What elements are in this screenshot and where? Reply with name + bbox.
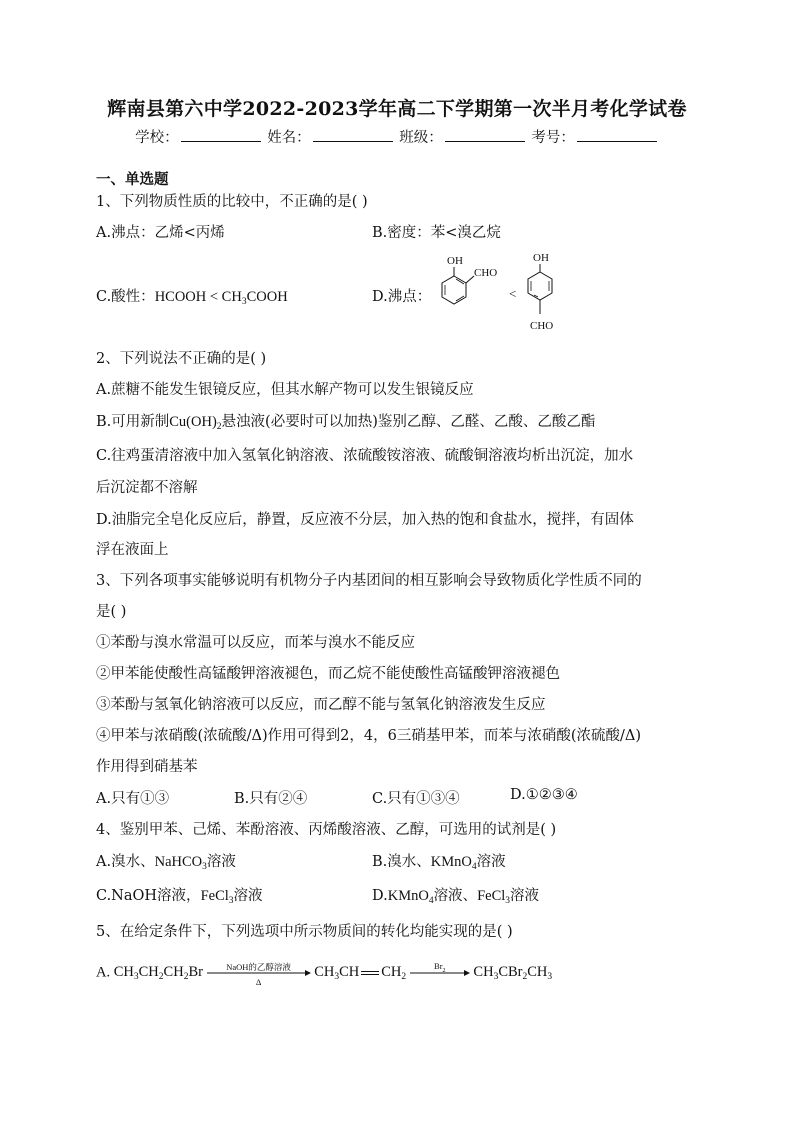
q1-option-a: A.沸点：乙烯<丙烯: [96, 225, 225, 241]
q3-statement-1: ①苯酚与溴水常温可以反应，而苯与溴水不能反应: [96, 635, 415, 651]
reactant: $CH_3CH_2CH_2Br$: [113, 964, 203, 983]
q1-option-c: C.酸性：HCOOH < $CH_3COOH$: [96, 289, 288, 307]
q2-option-b: B.可用新制$Cu(OH)_2$悬浊液(必要时可以加热)鉴别乙醇、乙醛、乙酸、乙酸乙酯: [96, 414, 596, 432]
q3-option-c: C.只有①③④: [372, 791, 460, 807]
d1-oh-label: OH: [447, 255, 463, 267]
q3-statement-2: ②甲苯能使酸性高锰酸钾溶液褪色，而乙烷不能使酸性高锰酸钾溶液褪色: [96, 666, 560, 682]
q3-statement-4-line2: 作用得到硝基苯: [96, 759, 198, 775]
reaction-arrow-1: NaOH的乙醇溶液 Δ: [207, 964, 311, 982]
salicylaldehyde-structure: [442, 255, 497, 304]
q4-option-c: C.NaOH溶液，FeCl$_3$溶液: [96, 888, 263, 906]
q3-stem-line1: 3、下列各项事实能够说明有机物分子内基团间的相互影响会导致物质化学性质不同的: [96, 573, 642, 589]
q3-option-d: D.①②③④: [510, 787, 578, 803]
q3-statement-3: ③苯酚与氢氧化钠溶液可以反应，而乙醇不能与氢氧化钠溶液发生反应: [96, 697, 546, 713]
q2-option-a: A.蔗糖不能发生银镜反应，但其水解产物可以发生银镜反应: [96, 382, 474, 398]
class-blank[interactable]: [445, 129, 525, 142]
q2-option-c-line1: C.往鸡蛋清溶液中加入氢氧化钠溶液、浓硫酸铵溶液、硫酸铜溶液均析出沉淀，加水: [96, 448, 634, 464]
q3-statement-4-line1: ④甲苯与浓硝酸(浓硫酸/Δ)作用可得到2，4，6三硝基甲苯，而苯与浓硝酸(浓硫酸/Δ): [96, 728, 642, 744]
reaction-arrow-2: $Br_2$: [410, 964, 470, 982]
q4-option-a: A.溴水、NaHCO$_3$溶液: [96, 854, 236, 872]
q1-stem: 1、下列物质性质的比较中，不正确的是( ): [96, 194, 368, 210]
section-heading: 一、单选题: [96, 171, 169, 188]
q1-option-d: D.沸点：: [372, 289, 432, 305]
school-label: 学校：: [135, 130, 179, 146]
q3-stem-line2: 是( ): [96, 604, 127, 620]
d1-cho-label: CHO: [474, 267, 498, 279]
id-label: 考号：: [531, 130, 575, 146]
class-label: 班级：: [399, 130, 443, 146]
q2-stem: 2、下列说法不正确的是( ): [96, 351, 267, 367]
q3-option-a: A.只有①③: [96, 791, 170, 807]
d2-oh-label: OH: [533, 252, 549, 264]
q5-stem: 5、在给定条件下，下列选项中所示物质间的转化均能实现的是( ): [96, 924, 513, 940]
q2-option-c-line2: 后沉淀都不溶解: [96, 480, 198, 496]
product-2: $CH_3CBr_2CH_3$: [473, 964, 553, 983]
q2-option-d-line2: 浮在液面上: [96, 542, 169, 558]
d-less-than: <: [509, 286, 517, 301]
name-label: 姓名：: [267, 130, 311, 146]
q1-d-structures: [428, 248, 578, 338]
q4-stem: 4、鉴别甲苯、己烯、苯酚溶液、丙烯酸溶液、乙醇，可选用的试剂是( ): [96, 822, 557, 838]
p-hydroxybenzaldehyde-structure: [528, 252, 553, 332]
q4-option-d: D.KMnO$_4$溶液、FeCl$_3$溶液: [372, 888, 540, 906]
page-title: 辉南县第六中学2022-2023学年高二下学期第一次半月考化学试卷: [107, 98, 687, 120]
product-1: $CH_3CH$ $CH_2$: [314, 964, 407, 983]
name-blank[interactable]: [313, 129, 393, 142]
q3-option-b: B.只有②④: [234, 791, 308, 807]
q4-option-b: B.溴水、KMnO$_4$溶液: [372, 854, 506, 872]
q5-option-a: A. $CH_3CH_2CH_2Br$ NaOH的乙醇溶液 Δ $CH_3CH$ $CH_2$ $Br_2$ $CH_3CBr_2CH_3$: [96, 961, 553, 987]
d2-cho-label: CHO: [530, 320, 554, 332]
q1-option-b: B.密度：苯<溴乙烷: [372, 225, 501, 241]
student-info-line: [0, 126, 794, 147]
school-blank[interactable]: [181, 129, 261, 142]
q2-option-d-line1: D.油脂完全皂化反应后，静置，反应液不分层，加入热的饱和食盐水，搅拌，有固体: [96, 512, 634, 528]
id-blank[interactable]: [577, 129, 657, 142]
